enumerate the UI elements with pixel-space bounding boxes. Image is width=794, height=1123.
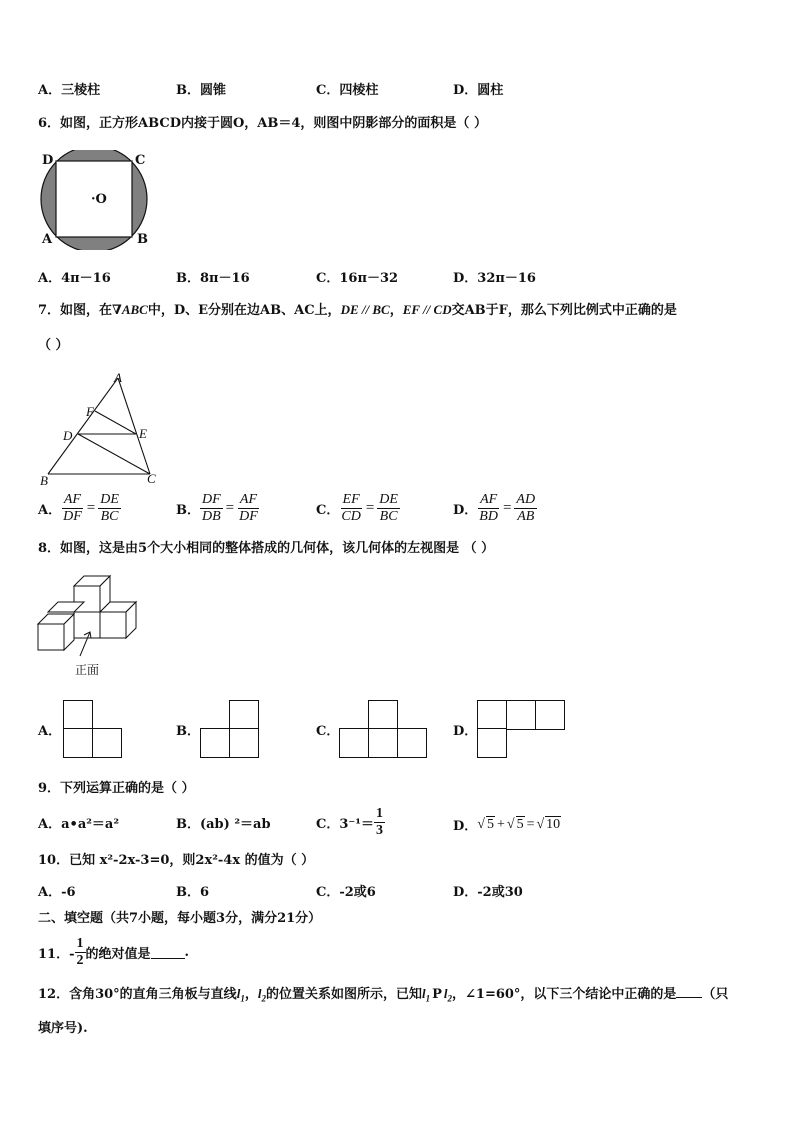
q7-stem-paren: （ ） bbox=[38, 338, 69, 353]
q7-side-ab bbox=[48, 378, 118, 474]
q9-option-c-prefix: C．3⁻¹＝ bbox=[316, 817, 374, 832]
sqrt-sign: √ bbox=[506, 816, 515, 832]
q8-c-cell bbox=[397, 728, 427, 758]
sqrt-radicand: 5 bbox=[486, 817, 494, 832]
q8-cube-right-front bbox=[100, 612, 126, 638]
frac-den: DB bbox=[202, 509, 221, 524]
q7-equals: = bbox=[365, 500, 375, 516]
frac-num: 1 bbox=[375, 806, 383, 821]
frac-den: AB bbox=[517, 509, 535, 524]
q8-c-cell bbox=[368, 700, 398, 730]
frac-den: DF bbox=[63, 509, 82, 524]
q7-stem-prefix: 7．如图，在 bbox=[38, 303, 113, 318]
q10-option-d: D．-2或30 bbox=[453, 885, 523, 900]
frac-den: DF bbox=[239, 509, 258, 524]
q8-a-cell bbox=[92, 728, 122, 758]
frac-den: 2 bbox=[76, 953, 84, 968]
q8-a-cell bbox=[63, 728, 93, 758]
q7-option-c bbox=[316, 492, 400, 525]
q7-stem bbox=[38, 302, 677, 319]
q12-text-b: 的位置关系如图所示，已知 bbox=[265, 987, 422, 1002]
sqrt-radicand: 10 bbox=[546, 817, 561, 832]
q8-b-cell bbox=[229, 700, 259, 730]
q7-label-c: C bbox=[147, 471, 156, 486]
q7-option-letter: D． bbox=[453, 503, 478, 518]
q7-equals: = bbox=[86, 500, 96, 516]
q6-label-a: A bbox=[42, 232, 53, 247]
q8-b-cell bbox=[200, 728, 230, 758]
q5-option-a: A．三棱柱 bbox=[38, 83, 101, 98]
q11-frac bbox=[75, 936, 86, 969]
q10-stem: 10．已知 x²-2x-3=0，则2x²-4x 的值为（ ） bbox=[38, 853, 315, 868]
q12-rel-l1: l bbox=[421, 986, 426, 1001]
q7-label-d: D bbox=[63, 428, 73, 443]
frac-num: DE bbox=[379, 492, 398, 507]
q8-d-cell bbox=[477, 700, 507, 730]
q5-option-c: C．四棱柱 bbox=[316, 83, 379, 98]
q12-text-d: （只 bbox=[702, 987, 729, 1002]
q7-stem-rel1: DE // BC bbox=[340, 302, 390, 317]
q7-frac-right bbox=[237, 492, 260, 525]
q6-stem: 6．如图，正方形ABCD内接于圆O，AB＝4，则图中阴影部分的面积是（ ） bbox=[38, 116, 487, 131]
frac-num: DE bbox=[100, 492, 119, 507]
q8-stem: 8．如图，这是由5个大小相同的整体搭成的几何体，该几何体的左视图是 （ ） bbox=[38, 541, 495, 556]
q8-d-cell bbox=[535, 700, 565, 730]
q7-label-f: F bbox=[86, 404, 94, 419]
q12-text-a: 12．含角30°的直角三角板与直线 bbox=[38, 987, 237, 1002]
q6-label-b: B bbox=[137, 232, 148, 247]
frac-den: 3 bbox=[375, 823, 383, 838]
q6-option-c: C．16π－32 bbox=[316, 271, 399, 286]
q12-l1: l bbox=[236, 986, 241, 1001]
equals-sign: = bbox=[526, 816, 535, 832]
q12-sep: ， bbox=[244, 987, 258, 1002]
q12-rel-l2: l bbox=[443, 986, 448, 1001]
q8-option-d-letter: D． bbox=[453, 724, 478, 739]
q5-option-b: B．圆锥 bbox=[176, 83, 226, 98]
q6-option-d: D．32π－16 bbox=[453, 271, 536, 286]
q7-option-a bbox=[38, 492, 121, 525]
q7-frac-right bbox=[98, 492, 121, 525]
q7-option-letter: C． bbox=[316, 503, 340, 518]
frac-num: AF bbox=[480, 492, 498, 507]
q7-option-letter: A． bbox=[38, 503, 62, 518]
q11-suffix: 的绝对值是 bbox=[85, 947, 151, 962]
q8-c-cell bbox=[368, 728, 398, 758]
q10-option-b: B．6 bbox=[176, 885, 210, 900]
q6-label-o: ·O bbox=[91, 192, 107, 207]
q8-c-cell bbox=[339, 728, 369, 758]
sqrt-sign: √ bbox=[477, 816, 485, 832]
q8-front-label: 正面 bbox=[75, 663, 100, 677]
frac-den: BC bbox=[379, 509, 398, 524]
q12-line1 bbox=[38, 985, 728, 1007]
q8-cube-left-front bbox=[38, 624, 64, 650]
frac-den: CD bbox=[341, 509, 361, 524]
q7-stem-triangle: ∇ABC bbox=[112, 302, 148, 317]
q8-option-b-letter: B． bbox=[176, 724, 200, 739]
frac-num: DF bbox=[202, 492, 221, 507]
q12-l1-sub: 1 bbox=[240, 993, 245, 1004]
q12-answer-blank[interactable] bbox=[676, 985, 702, 998]
q6-label-c: C bbox=[135, 153, 146, 168]
q7-frac-right bbox=[377, 492, 400, 525]
frac-den: BD bbox=[479, 509, 498, 524]
q8-d-cell bbox=[506, 700, 536, 730]
q8-option-c-letter: C． bbox=[316, 724, 340, 739]
q5-option-d: D．圆柱 bbox=[453, 83, 504, 98]
q8-d-cell bbox=[477, 728, 507, 758]
q7-stem-sep: ， bbox=[389, 303, 403, 318]
q8-b-cell bbox=[229, 728, 259, 758]
q11-end: . bbox=[184, 945, 190, 960]
q7-option-d bbox=[453, 492, 537, 525]
q10-option-a: A．-6 bbox=[38, 885, 76, 900]
q9-option-b: B．(ab) ²＝ab bbox=[176, 817, 271, 832]
frac-num: EF bbox=[342, 492, 360, 507]
frac-num: 1 bbox=[76, 936, 84, 951]
q9-option-d-letter: D． bbox=[453, 819, 478, 834]
q11-stem bbox=[38, 936, 189, 969]
q7-frac-right bbox=[514, 492, 537, 525]
q7-frac-left bbox=[61, 492, 84, 525]
frac-num: AD bbox=[516, 492, 536, 507]
q7-equals: = bbox=[502, 500, 512, 516]
q8-figure bbox=[36, 572, 146, 664]
q12-line2: 填序号). bbox=[38, 1021, 88, 1036]
q6-option-a: A．4π－16 bbox=[38, 271, 111, 286]
sqrt-radicand: 5 bbox=[516, 817, 524, 832]
frac-num: AF bbox=[239, 492, 258, 507]
q11-prefix: 11．- bbox=[38, 947, 75, 962]
q8-a-cell bbox=[63, 700, 93, 730]
q7-label-e: E bbox=[139, 426, 147, 441]
q7-stem-suffix: 交AB于F，那么下列比例式中正确的是 bbox=[451, 303, 677, 318]
q9-stem: 9．下列运算正确的是（ ） bbox=[38, 781, 195, 796]
q12-rel-l1-sub: 1 bbox=[425, 993, 431, 1004]
section-heading: 二、填空题（共7小题，每小题3分，满分21分） bbox=[38, 911, 322, 926]
q6-label-d: D bbox=[42, 153, 54, 168]
q7-stem-rel2: EF // CD bbox=[402, 302, 452, 317]
plus-sign: + bbox=[496, 816, 505, 832]
q7-option-letter: B． bbox=[176, 503, 200, 518]
q9-option-c-frac bbox=[374, 806, 385, 839]
q9-option-d bbox=[453, 815, 561, 834]
q11-answer-blank[interactable] bbox=[151, 946, 185, 959]
frac-den: BC bbox=[100, 509, 119, 524]
q12-text-c: ，∠1=60°，以下三个结论中正确的是 bbox=[452, 987, 677, 1002]
q12-l2-sub: 2 bbox=[261, 993, 266, 1004]
q7-frac-left bbox=[477, 492, 500, 525]
q12-rel-symbol: P bbox=[432, 987, 442, 1002]
q9-option-a: A．a•a²＝a² bbox=[38, 817, 120, 832]
sqrt-sign: √ bbox=[536, 816, 545, 832]
q10-option-c: C．-2或6 bbox=[316, 885, 376, 900]
q7-label-b: B bbox=[40, 473, 48, 488]
q6-option-b: B．8π－16 bbox=[176, 271, 250, 286]
q9-option-c bbox=[316, 806, 385, 839]
q7-equals: = bbox=[225, 500, 235, 516]
q12-rel-l2-sub: 2 bbox=[447, 993, 452, 1004]
q7-frac-left bbox=[200, 492, 223, 525]
q7-label-a: A bbox=[114, 370, 122, 385]
frac-num: AF bbox=[63, 492, 81, 507]
q7-stem-mid1: 中，D、E分别在边AB、AC上， bbox=[147, 303, 341, 318]
q7-frac-left bbox=[339, 492, 362, 525]
q12-l2: l bbox=[257, 986, 262, 1001]
q8-option-a-letter: A． bbox=[38, 724, 62, 739]
q7-option-b bbox=[176, 492, 260, 525]
q8-cube-mid-front bbox=[74, 612, 100, 638]
